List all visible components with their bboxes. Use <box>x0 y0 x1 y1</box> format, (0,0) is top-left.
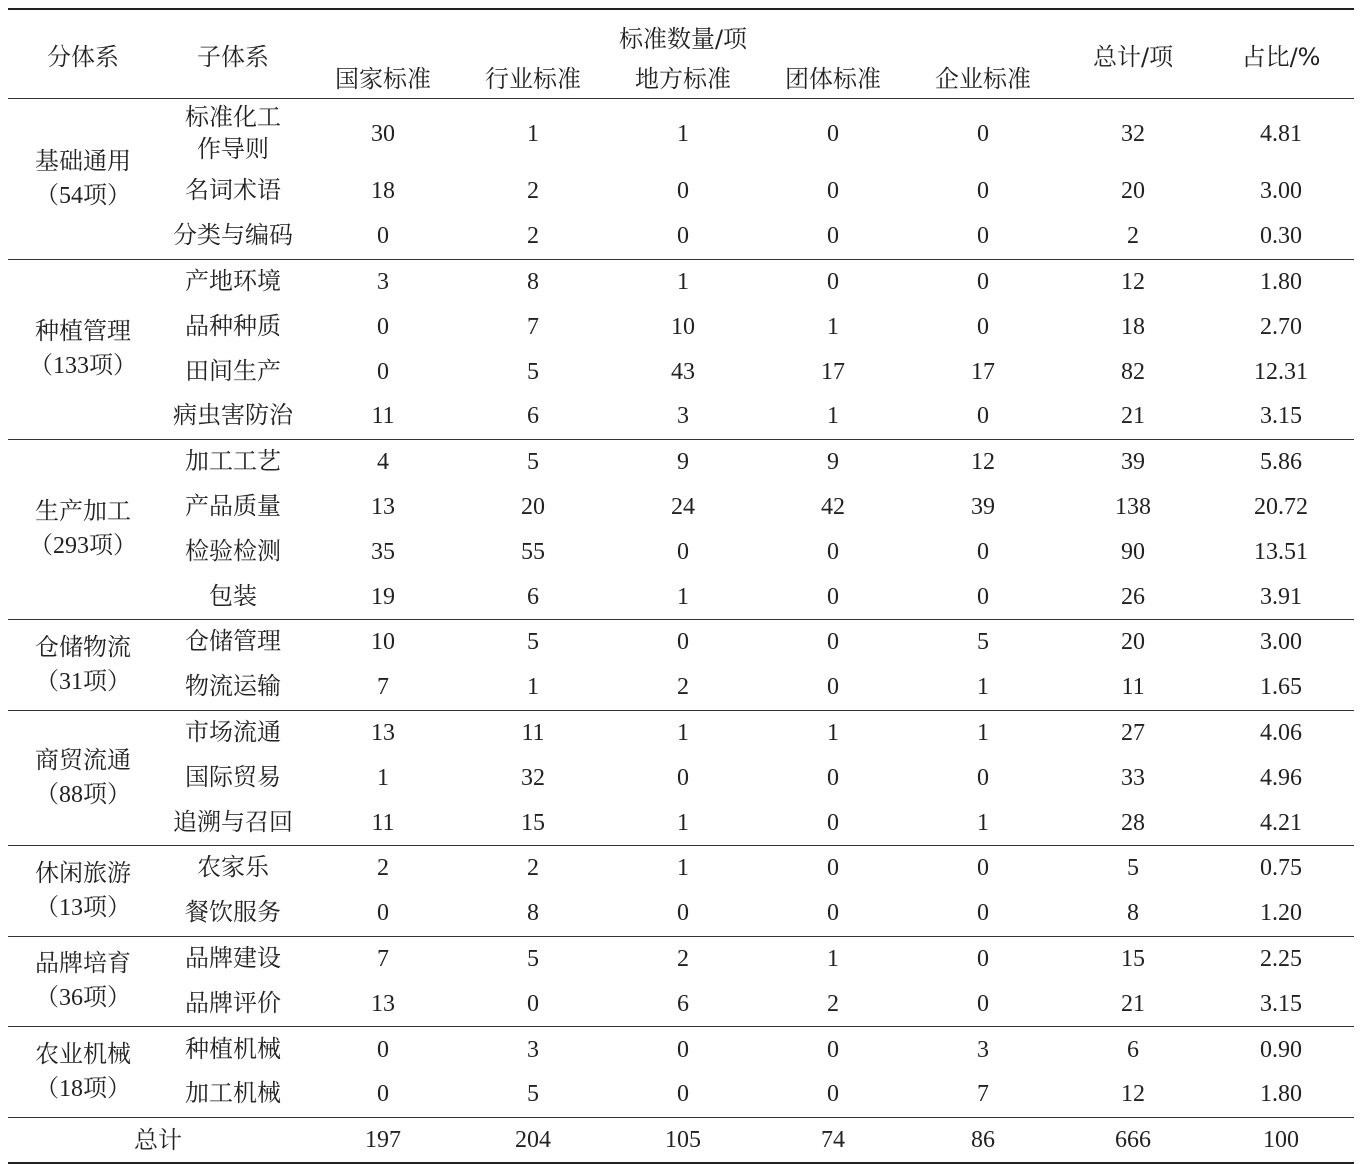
value-cell: 7 <box>977 1081 990 1108</box>
total-cell: 138 <box>1115 493 1152 520</box>
total-value-cell: 105 <box>608 1117 758 1163</box>
ratio-cell: 4.81 <box>1208 99 1354 170</box>
value-cell: 8 <box>527 900 539 927</box>
group-count: （293项） <box>29 533 137 560</box>
value-cell: 0 <box>758 259 908 304</box>
ratio-cell: 1.65 <box>1260 674 1303 701</box>
table-row <box>8 665 1354 710</box>
subsystem-cell: 产地环境 <box>158 259 308 304</box>
value-cell: 10 <box>308 619 458 664</box>
value-cell: 0 <box>527 990 539 1017</box>
group-cell <box>8 259 158 439</box>
value-cell: 0 <box>758 99 908 170</box>
group-cell <box>8 710 158 845</box>
total-cell: 18 <box>1121 313 1146 340</box>
value-cell: 0 <box>377 900 389 927</box>
value-cell: 0 <box>677 1081 689 1108</box>
table-row <box>8 349 1354 394</box>
value-cell: 1 <box>377 764 389 791</box>
value-cell: 1 <box>977 809 990 836</box>
subsystem-cell: 种植机械 <box>158 1027 308 1072</box>
ratio-cell: 3.91 <box>1260 583 1303 610</box>
header-group-standard: 团体标准 <box>785 64 881 93</box>
group-name: 品牌培育 <box>35 951 131 978</box>
value-cell: 11 <box>458 710 608 755</box>
subsystem-cell: 品牌评价 <box>185 990 281 1017</box>
value-cell: 0 <box>377 1081 389 1108</box>
subsystem-cell: 市场流通 <box>158 710 308 755</box>
total-value-cell: 197 <box>308 1117 458 1163</box>
header-industry: 行业标准 <box>485 64 581 93</box>
value-cell: 0 <box>977 403 990 430</box>
value-cell: 11 <box>371 403 395 430</box>
ratio-cell: 1.80 <box>1260 1081 1303 1108</box>
ratio-cell: 3.00 <box>1208 619 1354 664</box>
value-cell: 0 <box>677 538 689 565</box>
subsystem-cell: 田间生产 <box>185 358 281 385</box>
total-cell: 12 <box>1121 1081 1146 1108</box>
standards-table-page <box>8 8 1354 1164</box>
value-cell: 2 <box>527 223 539 250</box>
value-cell: 1 <box>608 99 758 170</box>
header-local: 地方标准 <box>635 64 731 93</box>
value-cell: 12 <box>908 439 1058 484</box>
value-cell: 1 <box>908 710 1058 755</box>
ratio-cell: 4.06 <box>1208 710 1354 755</box>
total-row <box>8 1117 1354 1163</box>
value-cell: 0 <box>908 99 1058 170</box>
group-count: （54项） <box>35 182 131 209</box>
value-cell: 2 <box>458 845 608 890</box>
value-cell: 13 <box>371 990 395 1017</box>
group-cell <box>8 845 158 936</box>
total-cell: 20 <box>1121 178 1146 205</box>
header-enterprise: 企业标准 <box>935 64 1032 93</box>
ratio-cell: 3.15 <box>1260 990 1303 1017</box>
value-cell: 7 <box>377 674 389 701</box>
subsystem-cell: 名词术语 <box>185 178 281 205</box>
ratio-cell: 13.51 <box>1254 538 1309 565</box>
subsystem-cell: 仓储管理 <box>158 619 308 664</box>
value-cell: 32 <box>521 764 545 791</box>
ratio-cell: 0.30 <box>1260 223 1303 250</box>
value-cell: 0 <box>827 1081 839 1108</box>
ratio-cell: 2.70 <box>1260 313 1303 340</box>
table-row <box>8 259 1354 304</box>
table-row <box>8 755 1354 800</box>
value-cell: 17 <box>971 358 996 385</box>
value-cell: 7 <box>527 313 539 340</box>
value-cell: 20 <box>521 493 545 520</box>
value-cell: 30 <box>308 99 458 170</box>
header-group: 分体系 <box>47 42 119 71</box>
value-cell: 2 <box>527 178 539 205</box>
group-count: （13项） <box>35 894 131 921</box>
table-row <box>8 710 1354 755</box>
header-national: 国家标准 <box>335 64 431 93</box>
value-cell: 1 <box>758 710 908 755</box>
table-row <box>8 1027 1354 1072</box>
total-cell: 27 <box>1058 710 1208 755</box>
table-row <box>8 529 1354 574</box>
total-label: 总计 <box>8 1117 308 1163</box>
total-cell: 82 <box>1121 358 1146 385</box>
total-cell: 5 <box>1058 845 1208 890</box>
table-row <box>8 891 1354 936</box>
value-cell: 0 <box>758 1027 908 1072</box>
value-cell: 0 <box>758 619 908 664</box>
ratio-cell: 1.80 <box>1208 259 1354 304</box>
value-cell: 0 <box>827 809 839 836</box>
total-cell: 2 <box>1127 223 1140 250</box>
ratio-cell: 20.72 <box>1254 493 1309 520</box>
value-cell: 0 <box>308 1027 458 1072</box>
ratio-cell: 5.86 <box>1208 439 1354 484</box>
total-cell: 20 <box>1058 619 1208 664</box>
header-row-1 <box>8 9 1354 54</box>
value-cell: 0 <box>908 259 1058 304</box>
value-cell: 17 <box>821 358 845 385</box>
ratio-cell: 12.31 <box>1254 358 1309 385</box>
value-cell: 0 <box>677 900 689 927</box>
subsystem-cell: 加工工艺 <box>158 439 308 484</box>
table-body <box>8 99 1354 1163</box>
value-cell: 0 <box>677 764 689 791</box>
value-cell: 39 <box>971 493 996 520</box>
value-cell: 55 <box>521 538 545 565</box>
value-cell: 0 <box>608 1027 758 1072</box>
group-name: 商贸流通 <box>35 747 131 774</box>
group-cell <box>8 1027 158 1118</box>
value-cell: 0 <box>827 583 839 610</box>
ratio-cell: 2.25 <box>1208 936 1354 981</box>
table-row <box>8 439 1354 484</box>
value-cell: 0 <box>908 845 1058 890</box>
header-total: 总计/项 <box>1093 42 1174 71</box>
value-cell: 13 <box>308 710 458 755</box>
value-cell: 3 <box>458 1027 608 1072</box>
group-name: 种植管理 <box>35 319 131 346</box>
value-cell: 5 <box>908 619 1058 664</box>
value-cell: 1 <box>677 809 689 836</box>
table-row <box>8 214 1354 259</box>
ratio-cell: 1.20 <box>1260 900 1303 927</box>
value-cell: 0 <box>377 313 389 340</box>
value-cell: 1 <box>758 936 908 981</box>
group-count: （31项） <box>35 668 131 695</box>
value-cell: 19 <box>371 583 395 610</box>
group-count: （133项） <box>29 353 137 380</box>
ratio-cell: 0.75 <box>1208 845 1354 890</box>
value-cell: 1 <box>608 710 758 755</box>
group-name: 生产加工 <box>35 499 131 526</box>
value-cell: 6 <box>677 990 689 1017</box>
value-cell: 11 <box>371 809 395 836</box>
total-cell: 11 <box>1121 674 1145 701</box>
value-cell: 1 <box>608 259 758 304</box>
header-ratio: 占比/% <box>1241 42 1321 71</box>
group-count: （36项） <box>35 985 131 1012</box>
total-cell: 6 <box>1058 1027 1208 1072</box>
subsystem-cell: 产品质量 <box>185 493 281 520</box>
value-cell: 0 <box>758 845 908 890</box>
ratio-cell: 0.90 <box>1208 1027 1354 1072</box>
value-cell: 2 <box>677 674 689 701</box>
total-cell: 21 <box>1121 403 1146 430</box>
table-row <box>8 169 1354 214</box>
value-cell: 3 <box>308 259 458 304</box>
value-cell: 2 <box>308 845 458 890</box>
value-cell: 0 <box>827 538 839 565</box>
total-cell: 15 <box>1058 936 1208 981</box>
group-name: 休闲旅游 <box>35 860 131 887</box>
header-quantity-group: 标准数量/项 <box>618 25 748 53</box>
standards-table <box>8 8 1354 1164</box>
value-cell: 0 <box>377 358 389 385</box>
total-cell: 90 <box>1121 538 1146 565</box>
value-cell: 9 <box>758 439 908 484</box>
subsystem-cell: 检验检测 <box>185 538 281 565</box>
value-cell: 3 <box>677 403 689 430</box>
value-cell: 24 <box>671 493 695 520</box>
value-cell: 0 <box>977 583 990 610</box>
value-cell: 0 <box>827 900 839 927</box>
value-cell: 0 <box>377 223 389 250</box>
subsystem-cell: 包装 <box>209 583 257 610</box>
group-name: 基础通用 <box>35 148 131 175</box>
value-cell: 0 <box>677 223 689 250</box>
table-row <box>8 99 1354 170</box>
value-cell: 0 <box>827 223 839 250</box>
subsystem-cell: 品种种质 <box>185 313 281 340</box>
value-cell: 6 <box>527 583 539 610</box>
ratio-cell: 4.96 <box>1260 764 1303 791</box>
table-row <box>8 800 1354 845</box>
group-cell <box>8 439 158 619</box>
value-cell: 0 <box>608 619 758 664</box>
table-row <box>8 574 1354 619</box>
subsystem-cell: 追溯与召回 <box>173 809 293 836</box>
value-cell: 0 <box>827 764 839 791</box>
group-name: 农业机械 <box>35 1041 131 1068</box>
value-cell: 18 <box>371 178 395 205</box>
value-cell: 1 <box>827 403 839 430</box>
grand-ratio-cell: 100 <box>1208 1117 1354 1163</box>
value-cell: 43 <box>671 358 695 385</box>
value-cell: 8 <box>458 259 608 304</box>
group-cell <box>8 99 158 260</box>
value-cell: 0 <box>908 936 1058 981</box>
value-cell: 0 <box>977 764 990 791</box>
value-cell: 1 <box>608 845 758 890</box>
value-cell: 9 <box>608 439 758 484</box>
value-cell: 1 <box>827 313 839 340</box>
total-value-cell: 74 <box>758 1117 908 1163</box>
group-cell <box>8 619 158 710</box>
subsystem-cell: 农家乐 <box>158 845 308 890</box>
total-cell: 8 <box>1127 900 1140 927</box>
value-cell: 0 <box>677 178 689 205</box>
value-cell: 7 <box>308 936 458 981</box>
value-cell: 10 <box>671 313 695 340</box>
subsystem-cell: 标准化工作导则 <box>158 99 308 170</box>
group-cell <box>8 936 158 1027</box>
value-cell: 0 <box>977 178 990 205</box>
table-row <box>8 304 1354 349</box>
value-cell: 1 <box>677 583 689 610</box>
value-cell: 13 <box>371 493 395 520</box>
subsystem-cell: 分类与编码 <box>173 223 293 250</box>
header-subsystem: 子体系 <box>197 42 269 71</box>
subsystem-cell: 品牌建设 <box>158 936 308 981</box>
subsystem-cell: 加工机械 <box>185 1081 281 1108</box>
value-cell: 5 <box>458 619 608 664</box>
value-cell: 5 <box>527 1081 539 1108</box>
ratio-cell: 3.15 <box>1260 403 1303 430</box>
total-cell: 26 <box>1121 583 1146 610</box>
value-cell: 2 <box>827 990 839 1017</box>
value-cell: 35 <box>371 538 395 565</box>
value-cell: 6 <box>527 403 539 430</box>
grand-total-cell: 666 <box>1058 1117 1208 1163</box>
value-cell: 1 <box>977 674 990 701</box>
value-cell: 0 <box>977 223 990 250</box>
value-cell: 4 <box>308 439 458 484</box>
value-cell: 5 <box>458 439 608 484</box>
total-cell: 32 <box>1058 99 1208 170</box>
table-row <box>8 619 1354 664</box>
group-count: （18项） <box>35 1075 131 1102</box>
subsystem-cell: 国际贸易 <box>185 764 281 791</box>
subsystem-cell: 餐饮服务 <box>185 900 281 927</box>
subsystem-cell: 病虫害防治 <box>173 403 293 430</box>
value-cell: 1 <box>527 674 539 701</box>
subsystem-cell: 物流运输 <box>185 674 281 701</box>
ratio-cell: 4.21 <box>1260 809 1303 836</box>
value-cell: 5 <box>458 936 608 981</box>
group-count: （88项） <box>35 781 131 808</box>
value-cell: 1 <box>458 99 608 170</box>
value-cell: 5 <box>527 358 539 385</box>
table-row <box>8 394 1354 439</box>
total-value-cell: 204 <box>458 1117 608 1163</box>
value-cell: 0 <box>977 990 990 1017</box>
total-cell: 33 <box>1121 764 1146 791</box>
value-cell: 42 <box>821 493 845 520</box>
value-cell: 3 <box>908 1027 1058 1072</box>
value-cell: 0 <box>827 178 839 205</box>
table-row <box>8 485 1354 530</box>
total-cell: 21 <box>1121 990 1146 1017</box>
value-cell: 0 <box>977 900 990 927</box>
value-cell: 0 <box>977 313 990 340</box>
value-cell: 0 <box>977 538 990 565</box>
table-row <box>8 936 1354 981</box>
total-cell: 39 <box>1058 439 1208 484</box>
table-row <box>8 981 1354 1026</box>
value-cell: 2 <box>608 936 758 981</box>
group-name: 仓储物流 <box>35 634 131 661</box>
value-cell: 15 <box>521 809 545 836</box>
total-value-cell: 86 <box>908 1117 1058 1163</box>
table-row <box>8 845 1354 890</box>
total-cell: 28 <box>1121 809 1146 836</box>
table-row <box>8 1072 1354 1117</box>
ratio-cell: 3.00 <box>1260 178 1303 205</box>
value-cell: 0 <box>827 674 839 701</box>
total-cell: 12 <box>1058 259 1208 304</box>
